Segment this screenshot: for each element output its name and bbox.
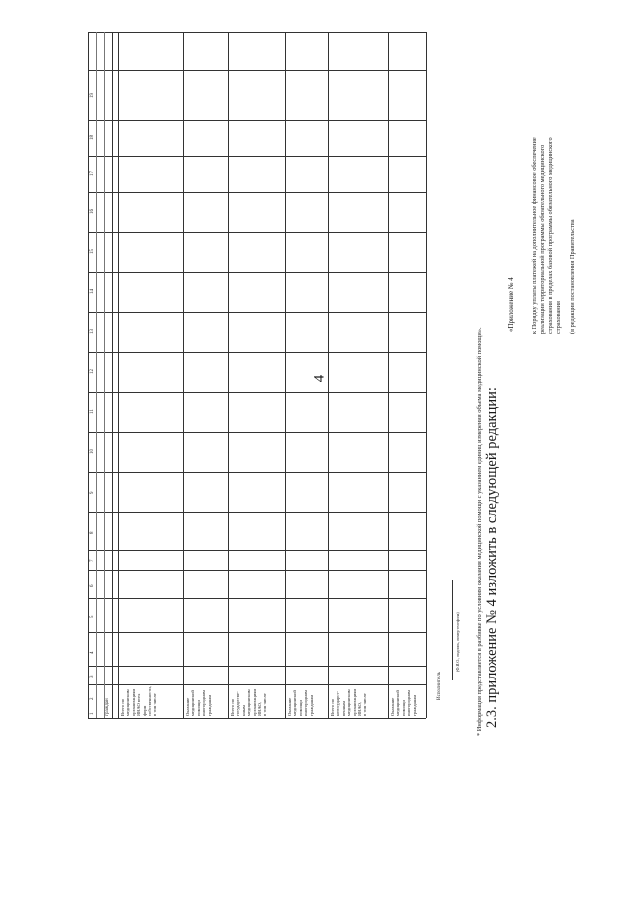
table-border-top xyxy=(88,32,426,33)
table-border-right xyxy=(426,32,427,718)
column-number: 11 xyxy=(90,409,95,414)
table-line xyxy=(88,570,426,571)
appendix-line: реализации территориальной программы обязательного медицинского xyxy=(539,144,546,334)
table-line xyxy=(285,32,286,718)
column-number: 1 xyxy=(90,712,95,715)
column-number: 3 xyxy=(90,675,95,678)
column-number: 12 xyxy=(90,369,95,374)
table-row-label: Всего по государстве- нным медицинским организациям ЯНАО, в том числе xyxy=(230,688,268,716)
column-number: 14 xyxy=(90,289,95,294)
table-line xyxy=(183,32,184,718)
table-line xyxy=(88,598,426,599)
table-row-label: Оказание медицинской помощи иногородним гражданам xyxy=(287,690,314,716)
table-line xyxy=(88,472,426,473)
column-number: 13 xyxy=(90,329,95,334)
table-line xyxy=(104,32,105,718)
table-line xyxy=(88,312,426,313)
column-number: 19 xyxy=(90,93,95,98)
table-line xyxy=(88,272,426,273)
column-number: 17 xyxy=(90,171,95,176)
table-line xyxy=(118,32,119,718)
table-line xyxy=(88,70,426,71)
column-number: 2 xyxy=(90,697,95,700)
appendix-line: страхования xyxy=(555,301,562,334)
column-number: 15 xyxy=(90,249,95,254)
executor-label: Исполнитель xyxy=(437,672,442,700)
table-line xyxy=(88,192,426,193)
data-table xyxy=(88,32,426,718)
column-number: 5 xyxy=(90,615,95,618)
column-number: 7 xyxy=(90,559,95,562)
table-row-label: Всего по негосударст- венным медицинским организациям ЯНАО, в том числе xyxy=(330,688,368,716)
column-number: 8 xyxy=(90,531,95,534)
table-line xyxy=(88,156,426,157)
column-number: 10 xyxy=(90,449,95,454)
signature-line xyxy=(452,580,453,680)
table-line xyxy=(88,684,426,685)
page-number: 4 xyxy=(311,374,328,383)
table-header-cell: граждан xyxy=(105,698,110,716)
column-number: 4 xyxy=(90,651,95,654)
appendix-line: к Порядку уплаты платежей на дополнительное финансовое обеспечение xyxy=(531,137,538,334)
appendix-title: «Приложение № 4 xyxy=(507,277,515,332)
column-number: 18 xyxy=(90,135,95,140)
table-border-bottom xyxy=(88,718,426,719)
column-number: 6 xyxy=(90,584,95,587)
table-line xyxy=(88,232,426,233)
table-line xyxy=(112,32,113,718)
footnote: * Информация представляется в разбивке по условиям оказания медицинской помощи с указанием единиц измерения объема медицинской помощи». xyxy=(476,327,483,736)
table-row-label: Всего по медицинским организациям ЯНАО всех форм собственности, в том числе xyxy=(120,686,158,716)
appendix-line: страхования в пределах базовой программы обязательного медицинского xyxy=(547,137,554,334)
table-row-label: Оказание медицинской помощи иногородним гражданам xyxy=(185,690,212,716)
table-line xyxy=(88,120,426,121)
table-line xyxy=(88,392,426,393)
table-line xyxy=(88,632,426,633)
table-line xyxy=(228,32,229,718)
table-line xyxy=(88,666,426,667)
table-row-label: Оказание медицинской помощи иногородним гражданам xyxy=(390,690,417,716)
column-number: 16 xyxy=(90,209,95,214)
table-border-left xyxy=(88,32,89,718)
table-line xyxy=(328,32,329,718)
table-line xyxy=(96,32,97,718)
table-line xyxy=(88,352,426,353)
column-number: 9 xyxy=(90,491,95,494)
table-line xyxy=(88,432,426,433)
signature-caption: (Ф.И.О., подпись, номер телефона) xyxy=(455,612,460,672)
table-line xyxy=(88,512,426,513)
appendix-line: (в редакции постановления Правительства xyxy=(569,219,576,334)
table-line xyxy=(388,32,389,718)
table-line xyxy=(88,550,426,551)
amendment-heading: 2.3. приложение № 4 изложить в следующей редакции: xyxy=(484,387,500,728)
